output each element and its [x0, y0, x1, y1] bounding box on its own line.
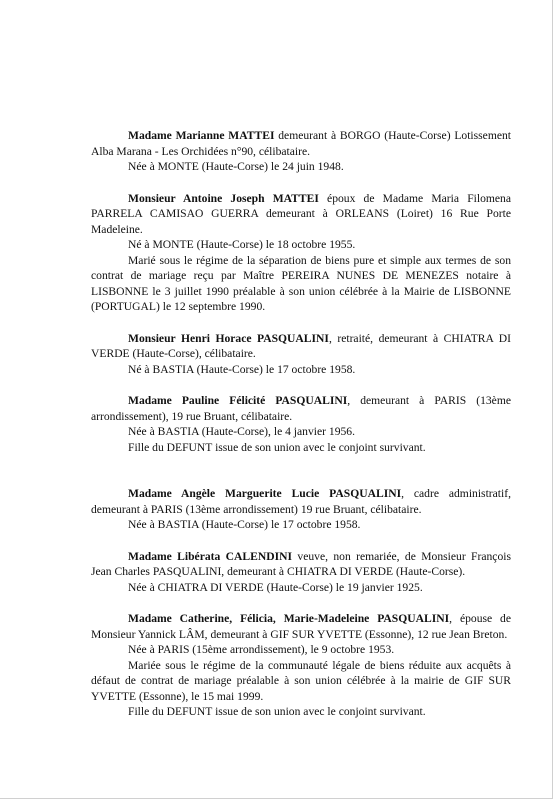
heir-entry-1 — [91, 128, 511, 175]
person-name: Madame Libérata CALENDINI — [128, 549, 293, 563]
heir-entry-2 — [91, 191, 511, 315]
birth-line: Né à BASTIA (Haute-Corse) le 17 octobre 1958. — [128, 362, 356, 376]
entry-intro — [91, 549, 511, 580]
person-name: Monsieur Henri Horace PASQUALINI — [128, 331, 329, 345]
filiation-line: Fille du DEFUNT issue de son union avec le conjoint survivant. — [128, 705, 426, 718]
birth-line: Née à MONTE (Haute-Corse) le 24 juin 1948. — [128, 160, 344, 173]
address-text: , cadre administratif, demeurant à PARIS (13ème arrondissement) 19 rue Bruant, célibataire. — [91, 487, 511, 516]
entry-intro — [91, 128, 511, 159]
entry-intro — [91, 486, 511, 517]
heir-entry-3 — [91, 331, 511, 378]
entry-intro — [91, 191, 511, 238]
birth-line: Né à MONTE (Haute-Corse) le 18 octobre 1955. — [128, 238, 356, 251]
marriage-line: Mariée sous le régime de la communauté légale de biens réduite aux acquêts à défaut de contrat de mariage préalable à son union célébrée à la mairie de GIF SUR YVETTE (Essonne), le 15 mai 1999. — [91, 658, 511, 703]
birth-line: Née à BASTIA (Haute-Corse), le 4 janvier 1956. — [128, 425, 355, 438]
birth-line: Née à BASTIA (Haute-Corse) le 17 octobre 1958. — [128, 518, 361, 531]
person-name: Madame Marianne MATTEI — [128, 129, 275, 142]
heir-entry-4 — [91, 393, 511, 455]
heir-entry-5 — [91, 486, 511, 533]
heir-entry-6 — [91, 549, 511, 596]
address-text: demeurant à BORGO (Haute-Corse) Lotissement Alba Marana - Les Orchidées n°90, célibataire. — [91, 129, 512, 158]
entry-intro — [91, 331, 511, 362]
address-text: , retraité, demeurant à CHIATRA DI VERDE (Haute-Corse), célibataire. — [91, 331, 511, 360]
birth-line: Née à CHIATRA DI VERDE (Haute-Corse) le 19 janvier 1925. — [128, 580, 423, 594]
heir-entry-7 — [91, 611, 511, 720]
birth-line: Née à PARIS (15ème arrondissement), le 9 octobre 1953. — [128, 643, 395, 656]
marriage-line: Marié sous le régime de la séparation de biens pure et simple aux termes de son contrat de mariage reçu par Maître PEREIRA NUNES DE MENEZES notaire à LISBONNE le 3 juillet 1990 préalable à son union célébrée à la Mairie de LISBONNE (PORTUGAL) le 12 septembre 1990. — [91, 253, 511, 313]
address-text: veuve, non remariée, de Monsieur François Jean Charles PASQUALINI, demeurant à CHIATRA DI VERDE (Haute-Corse). — [91, 549, 511, 578]
person-name: Madame Catherine, Félicia, Marie-Madeleine PASQUALINI — [128, 612, 450, 625]
filiation-line: Fille du DEFUNT issue de son union avec le conjoint survivant. — [128, 440, 426, 454]
entry-intro — [91, 393, 511, 424]
person-name: Madame Pauline Félicité PASQUALINI — [128, 394, 348, 407]
address-text: , demeurant à PARIS (13ème arrondissement), 19 rue Bruant, célibataire. — [91, 394, 511, 423]
entry-intro — [91, 611, 511, 642]
person-name: Madame Angèle Marguerite Lucie PASQUALINI — [128, 487, 402, 500]
address-text: , épouse de Monsieur Yannick LÂM, demeurant à GIF SUR YVETTE (Essonne), 12 rue Jean Breton. — [91, 612, 511, 641]
address-text: époux de Madame Maria Filomena PARRELA CAMISAO GUERRA demeurant à ORLEANS (Loiret) 16 Rue Porte Madeleine. — [91, 191, 511, 236]
document-body — [91, 128, 511, 720]
person-name: Monsieur Antoine Joseph MATTEI — [128, 191, 319, 205]
